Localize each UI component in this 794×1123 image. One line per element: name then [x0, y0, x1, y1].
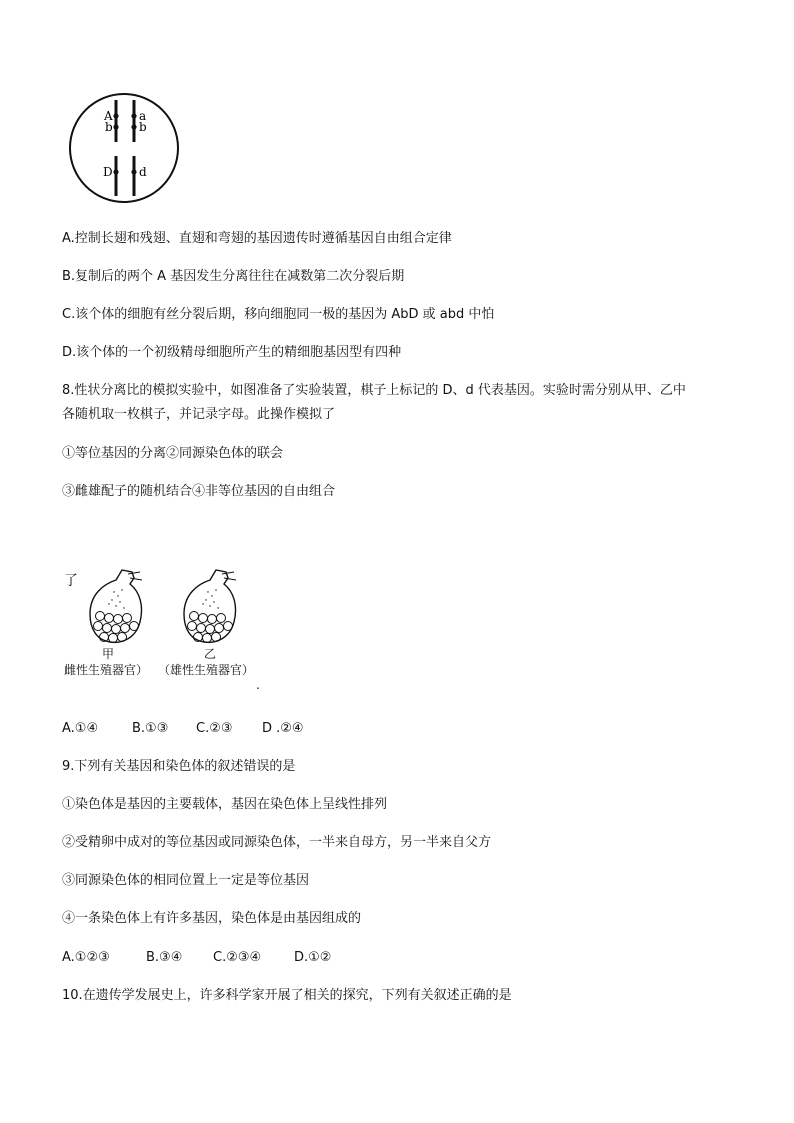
- gene-label-A: A: [104, 109, 113, 123]
- bag-yi-caption: （雄性生殖器官）: [158, 663, 255, 677]
- cell-chromosome-diagram: [68, 92, 180, 204]
- q9-item-3: ③同源染色体的相同位置上一定是等位基因: [62, 873, 310, 888]
- q8-option-a: A.①④: [62, 721, 99, 736]
- q9-option-a: A.①②③: [62, 950, 110, 965]
- gene-label-D: D: [103, 165, 113, 179]
- bag-yi-figure: [176, 566, 246, 646]
- q9-item-4: ④一条染色体上有许多基因，染色体是由基因组成的: [62, 911, 362, 926]
- bag-jia-caption: 雌性生殖器官）: [64, 663, 149, 677]
- q9-option-b: B.③④: [146, 950, 183, 965]
- bag-yi-label: 乙: [204, 647, 217, 661]
- q10-stem: 10.在遗传学发展史上，许多科学家开展了相关的探究，下列有关叙述正确的是: [62, 988, 512, 1003]
- q8-item-line2: ③雌雄配子的随机结合④非等位基因的自由组合: [62, 484, 336, 499]
- gene-label-a: a: [139, 109, 147, 123]
- q8-option-d: D .②④: [262, 721, 304, 736]
- q8-options: [62, 721, 304, 736]
- q9-item-2: ②受精卵中成对的等位基因或同源染色体，一半来自母方，另一半来自父方: [62, 835, 492, 850]
- figure-trailing-dot: .: [256, 678, 260, 692]
- q8-item-line1: ①等位基因的分离②同源染色体的联会: [62, 446, 284, 461]
- q9-option-c: C.②③④: [213, 950, 262, 965]
- gene-label-b-right: b: [139, 120, 147, 134]
- gene-label-b-left: b: [105, 120, 113, 134]
- q7-option-d: D.该个体的一个初级精母细胞所产生的精细胞基因型有四种: [62, 345, 402, 360]
- q8-stem-line2: 各随机取一枚棋子，并记录字母。此操作模拟了: [62, 407, 336, 422]
- cell-outline: [70, 94, 178, 202]
- q9-item-1: ①染色体是基因的主要载体，基因在染色体上呈线性排列: [62, 797, 388, 812]
- q8-leading-char: 了: [64, 573, 78, 589]
- q8-option-c: C.②③: [196, 721, 233, 736]
- q9-stem: 9.下列有关基因和染色体的叙述错误的是: [62, 759, 296, 774]
- q8-option-b: B.①③: [132, 721, 169, 736]
- bag-jia-label: 甲: [102, 647, 115, 661]
- q7-option-b: B.复制后的两个 A 基因发生分离往往在减数第二次分裂后期: [62, 269, 405, 284]
- q7-option-c: C.该个体的细胞有丝分裂后期，移向细胞同一极的基因为 AbD 或 abd 中怕: [62, 307, 495, 322]
- bag-jia-figure: [82, 566, 152, 646]
- q7-option-a: A.控制长翅和残翅、直翅和弯翅的基因遗传时遵循基因自由组合定律: [62, 231, 452, 246]
- q9-options: [62, 950, 331, 965]
- gene-label-d: d: [139, 165, 147, 179]
- q8-stem-line1: 8.性状分离比的模拟实验中，如图准备了实验装置，棋子上标记的 D、d 代表基因。实验时需分别从甲、乙中: [62, 383, 686, 398]
- q9-option-d: D.①②: [294, 950, 332, 965]
